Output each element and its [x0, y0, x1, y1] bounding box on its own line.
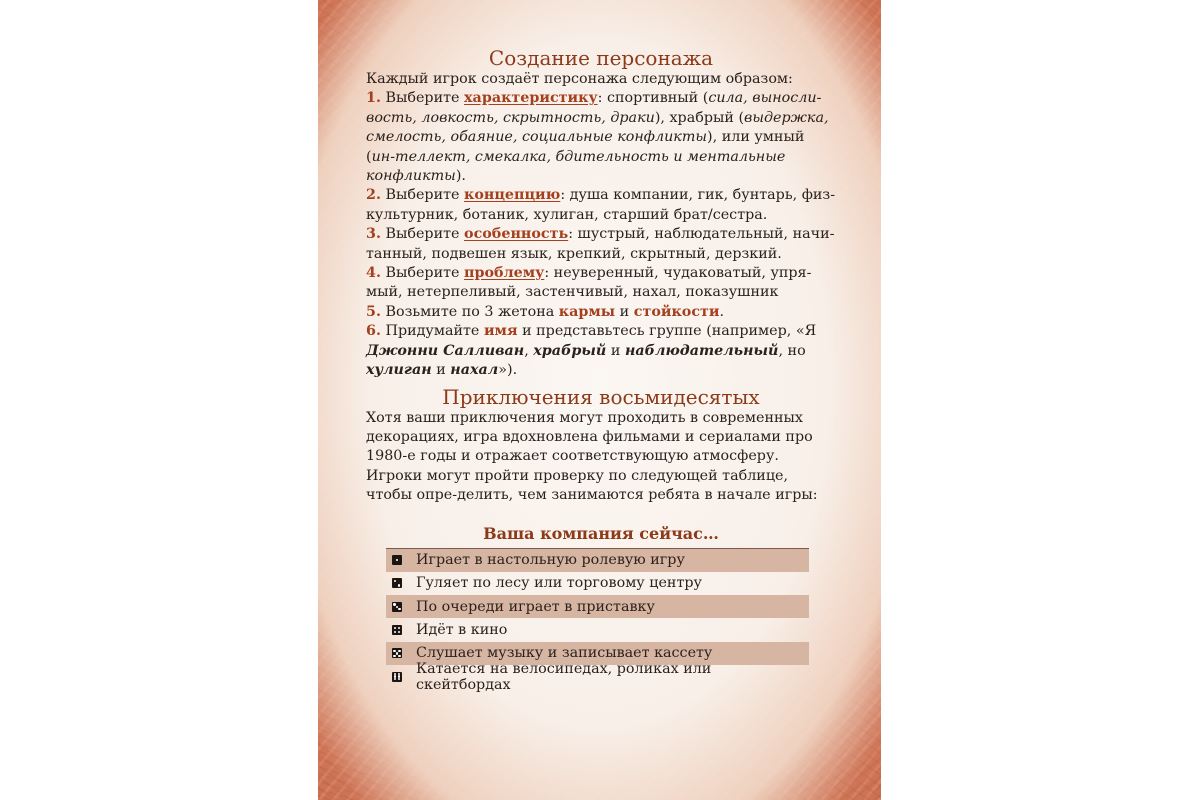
step-number: 2.: [366, 187, 381, 204]
table-row: [386, 595, 809, 618]
section-title-eighties: Приключения восьмидесятых: [442, 384, 760, 409]
row-text: По очереди играет в приставку: [416, 598, 655, 615]
die-face-2-icon: [392, 578, 402, 588]
row-text: Играет в настольную ролевую игру: [416, 552, 685, 569]
step-6: 6. Придумайте имя и представьтесь группе (например, «Я Джонни Салливан, храбрый и наблюдательный, но хулиган и нахал»).: [366, 323, 817, 379]
die-face-1-icon: [392, 555, 402, 565]
step-number: 1.: [366, 90, 381, 107]
keyword: концепцию: [464, 187, 561, 204]
row-text: Слушает музыку и записывает кассету: [416, 645, 713, 662]
step-3: 3. Выберите особенность: шустрый, наблюдательный, начи-танный, подвешен язык, крепкий, скрытный, дерзкий.: [366, 226, 835, 262]
section-title-character-creation: Создание персонажа: [488, 46, 714, 70]
step-number: 3.: [366, 226, 381, 243]
row-text: Гуляет по лесу или торговому центру: [416, 575, 702, 592]
table-row: [386, 549, 809, 572]
eighties-text: Хотя ваши приключения могут проходить в современных декорациях, игра вдохновлена фильмами и сериалами про 1980-е годы и отражает соответствующую атмосферу. Игроки могут пройти проверку по следующей таблице, чтобы опре-делить, чем занимаются ребята в начале игры:: [366, 409, 818, 504]
table-row: [386, 660, 809, 693]
row-text: Идёт в кино: [416, 622, 508, 639]
row-text: Катается на велосипедах, роликах или скейтбордах: [416, 660, 712, 693]
die-face-5-icon: [392, 648, 402, 658]
step-4: 4. Выберите проблему: неуверенный, чудаковатый, упря-мый, нетерпеливый, застенчивый, нахал, показушник: [366, 265, 812, 301]
keyword: характеристику: [464, 90, 598, 107]
die-face-6-icon: [392, 672, 402, 682]
keyword: имя: [483, 323, 518, 340]
step-2: 2. Выберите концепцию: душа компании, гик, бунтарь, физ-культурник, ботаник, хулиган, старший брат/сестра.: [366, 187, 836, 223]
step-number: 5.: [366, 303, 381, 320]
keyword: кармы: [558, 303, 616, 320]
intro-text: Каждый игрок создаёт персонажа следующим образом:: [366, 71, 793, 87]
table-title: Ваша компания сейчас…: [483, 523, 719, 543]
step-5: 5. Возьмите по 3 жетона кармы и стойкости.: [366, 303, 725, 320]
step-1: 1. Выберите характеристику: спортивный (сила, выносли-вость, ловкость, скрытность, драки), храбрый (выдержка, смелость, обаяние, социальные конфликты), или умный (ин-теллект, смекалка, бдительность и ментальные конфликты).: [366, 90, 829, 185]
step-number: 6.: [366, 323, 381, 340]
keyword: проблему: [464, 265, 545, 282]
table-row: [386, 572, 809, 595]
die-face-4-icon: [392, 625, 402, 635]
keyword: особенность: [464, 226, 569, 243]
step-number: 4.: [366, 265, 381, 282]
die-face-3-icon: [392, 602, 402, 612]
rulebook-page: [318, 0, 881, 800]
keyword: стойкости: [633, 303, 720, 320]
table-row: [386, 618, 809, 641]
dice-table: [386, 548, 809, 693]
page-content: [366, 46, 836, 693]
